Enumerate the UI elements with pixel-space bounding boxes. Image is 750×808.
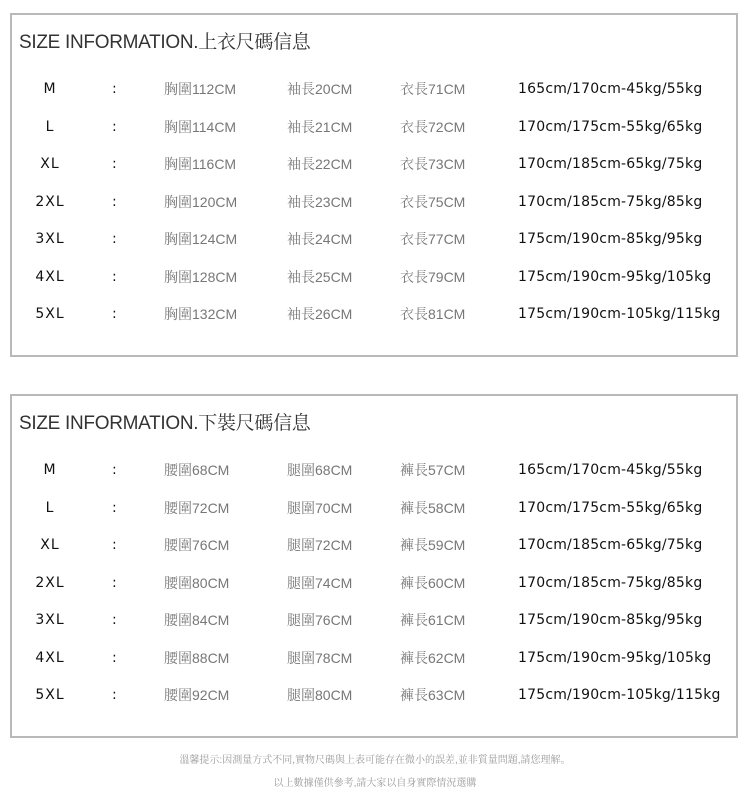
- size-row: [12, 115, 736, 139]
- height-weight-range: 170cm/185cm-65kg/75kg: [518, 537, 703, 553]
- measure-2: 袖長24CM: [287, 231, 353, 247]
- separator-colon: :: [112, 462, 117, 478]
- separator-colon: :: [112, 537, 117, 553]
- size-row: [12, 646, 736, 670]
- footer-note-line1: 溫馨提示:因測量方式不同,實物尺碼與上表可能存在微小的誤差,並非質量問題,請您理解。: [179, 755, 571, 766]
- measure-1: 腰圍72CM: [164, 500, 230, 516]
- size-label: 3XL: [35, 231, 65, 247]
- size-label: XL: [40, 156, 60, 172]
- measure-1: 胸圍124CM: [164, 231, 238, 247]
- separator-colon: :: [112, 650, 117, 666]
- height-weight-range: 175cm/190cm-105kg/115kg: [518, 687, 721, 703]
- measure-3: 褲長58CM: [400, 500, 466, 516]
- measure-1: 胸圍120CM: [164, 194, 238, 210]
- height-weight-range: 175cm/190cm-95kg/105kg: [518, 650, 712, 666]
- size-label: 2XL: [35, 575, 65, 591]
- measure-1: 腰圍88CM: [164, 650, 230, 666]
- measure-1: 腰圍92CM: [164, 687, 230, 703]
- measure-1: 胸圍116CM: [164, 156, 237, 172]
- separator-colon: :: [112, 500, 117, 516]
- size-row: [12, 683, 736, 707]
- footer-note-line2: 以上數據僅供參考,請大家以自身實際情況選購: [273, 778, 477, 789]
- size-label: XL: [40, 537, 60, 553]
- size-row: [12, 458, 736, 482]
- measure-1: 腰圍76CM: [164, 537, 230, 553]
- size-label: M: [43, 462, 57, 478]
- height-weight-range: 170cm/185cm-65kg/75kg: [518, 156, 703, 172]
- size-label: L: [45, 500, 55, 516]
- measure-1: 胸圍112CM: [164, 81, 237, 97]
- measure-3: 褲長59CM: [400, 537, 466, 553]
- measure-3: 衣長81CM: [400, 306, 466, 322]
- height-weight-range: 170cm/175cm-55kg/65kg: [518, 500, 703, 516]
- measure-2: 腿圍74CM: [287, 575, 353, 591]
- separator-colon: :: [112, 231, 117, 247]
- bottom-size-table: [10, 394, 738, 738]
- bottom-table-title: SIZE INFORMATION.下裝尺碼信息: [19, 413, 311, 434]
- size-label: L: [45, 119, 55, 135]
- separator-colon: :: [112, 156, 117, 172]
- size-row: [12, 227, 736, 251]
- size-row: [12, 571, 736, 595]
- height-weight-range: 165cm/170cm-45kg/55kg: [518, 81, 703, 97]
- height-weight-range: 175cm/190cm-105kg/115kg: [518, 306, 721, 322]
- measure-2: 袖長20CM: [287, 81, 353, 97]
- measure-3: 褲長61CM: [400, 612, 466, 628]
- size-label: 4XL: [35, 650, 65, 666]
- measure-3: 衣長72CM: [400, 119, 466, 135]
- measure-1: 胸圍114CM: [164, 119, 237, 135]
- measure-2: 腿圍72CM: [287, 537, 353, 553]
- measure-2: 腿圍70CM: [287, 500, 353, 516]
- separator-colon: :: [112, 612, 117, 628]
- separator-colon: :: [112, 269, 117, 285]
- measure-1: 腰圍80CM: [164, 575, 230, 591]
- size-row: [12, 302, 736, 326]
- size-label: 5XL: [35, 687, 65, 703]
- measure-2: 腿圍76CM: [287, 612, 353, 628]
- measure-3: 褲長60CM: [400, 575, 466, 591]
- size-label: 3XL: [35, 612, 65, 628]
- size-label: 2XL: [35, 194, 65, 210]
- measure-3: 褲長62CM: [400, 650, 466, 666]
- measure-3: 衣長71CM: [400, 81, 466, 97]
- measure-2: 袖長21CM: [287, 119, 353, 135]
- separator-colon: :: [112, 81, 117, 97]
- measure-3: 褲長63CM: [400, 687, 466, 703]
- measure-3: 衣長79CM: [400, 269, 466, 285]
- measure-2: 袖長23CM: [287, 194, 353, 210]
- size-row: [12, 533, 736, 557]
- measure-2: 腿圍68CM: [287, 462, 353, 478]
- measure-2: 腿圍80CM: [287, 687, 353, 703]
- top-table-title: SIZE INFORMATION.上衣尺碼信息: [19, 32, 311, 53]
- size-label: M: [43, 81, 57, 97]
- measure-1: 胸圍132CM: [164, 306, 238, 322]
- measure-1: 胸圍128CM: [164, 269, 238, 285]
- measure-3: 衣長77CM: [400, 231, 466, 247]
- measure-2: 袖長25CM: [287, 269, 353, 285]
- separator-colon: :: [112, 119, 117, 135]
- measure-3: 衣長75CM: [400, 194, 466, 210]
- size-row: [12, 608, 736, 632]
- measure-1: 腰圍84CM: [164, 612, 230, 628]
- measure-2: 袖長22CM: [287, 156, 353, 172]
- separator-colon: :: [112, 306, 117, 322]
- height-weight-range: 175cm/190cm-95kg/105kg: [518, 269, 712, 285]
- size-label: 5XL: [35, 306, 65, 322]
- height-weight-range: 175cm/190cm-85kg/95kg: [518, 612, 703, 628]
- size-row: [12, 265, 736, 289]
- height-weight-range: 175cm/190cm-85kg/95kg: [518, 231, 703, 247]
- size-row: [12, 152, 736, 176]
- height-weight-range: 165cm/170cm-45kg/55kg: [518, 462, 703, 478]
- size-row: [12, 190, 736, 214]
- measure-3: 褲長57CM: [400, 462, 466, 478]
- size-label: 4XL: [35, 269, 65, 285]
- size-row: [12, 77, 736, 101]
- height-weight-range: 170cm/175cm-55kg/65kg: [518, 119, 703, 135]
- measure-2: 腿圍78CM: [287, 650, 353, 666]
- separator-colon: :: [112, 194, 117, 210]
- height-weight-range: 170cm/185cm-75kg/85kg: [518, 194, 703, 210]
- size-row: [12, 496, 736, 520]
- measure-1: 腰圍68CM: [164, 462, 230, 478]
- measure-2: 袖長26CM: [287, 306, 353, 322]
- height-weight-range: 170cm/185cm-75kg/85kg: [518, 575, 703, 591]
- top-size-table: [10, 13, 738, 357]
- separator-colon: :: [112, 575, 117, 591]
- separator-colon: :: [112, 687, 117, 703]
- measure-3: 衣長73CM: [400, 156, 466, 172]
